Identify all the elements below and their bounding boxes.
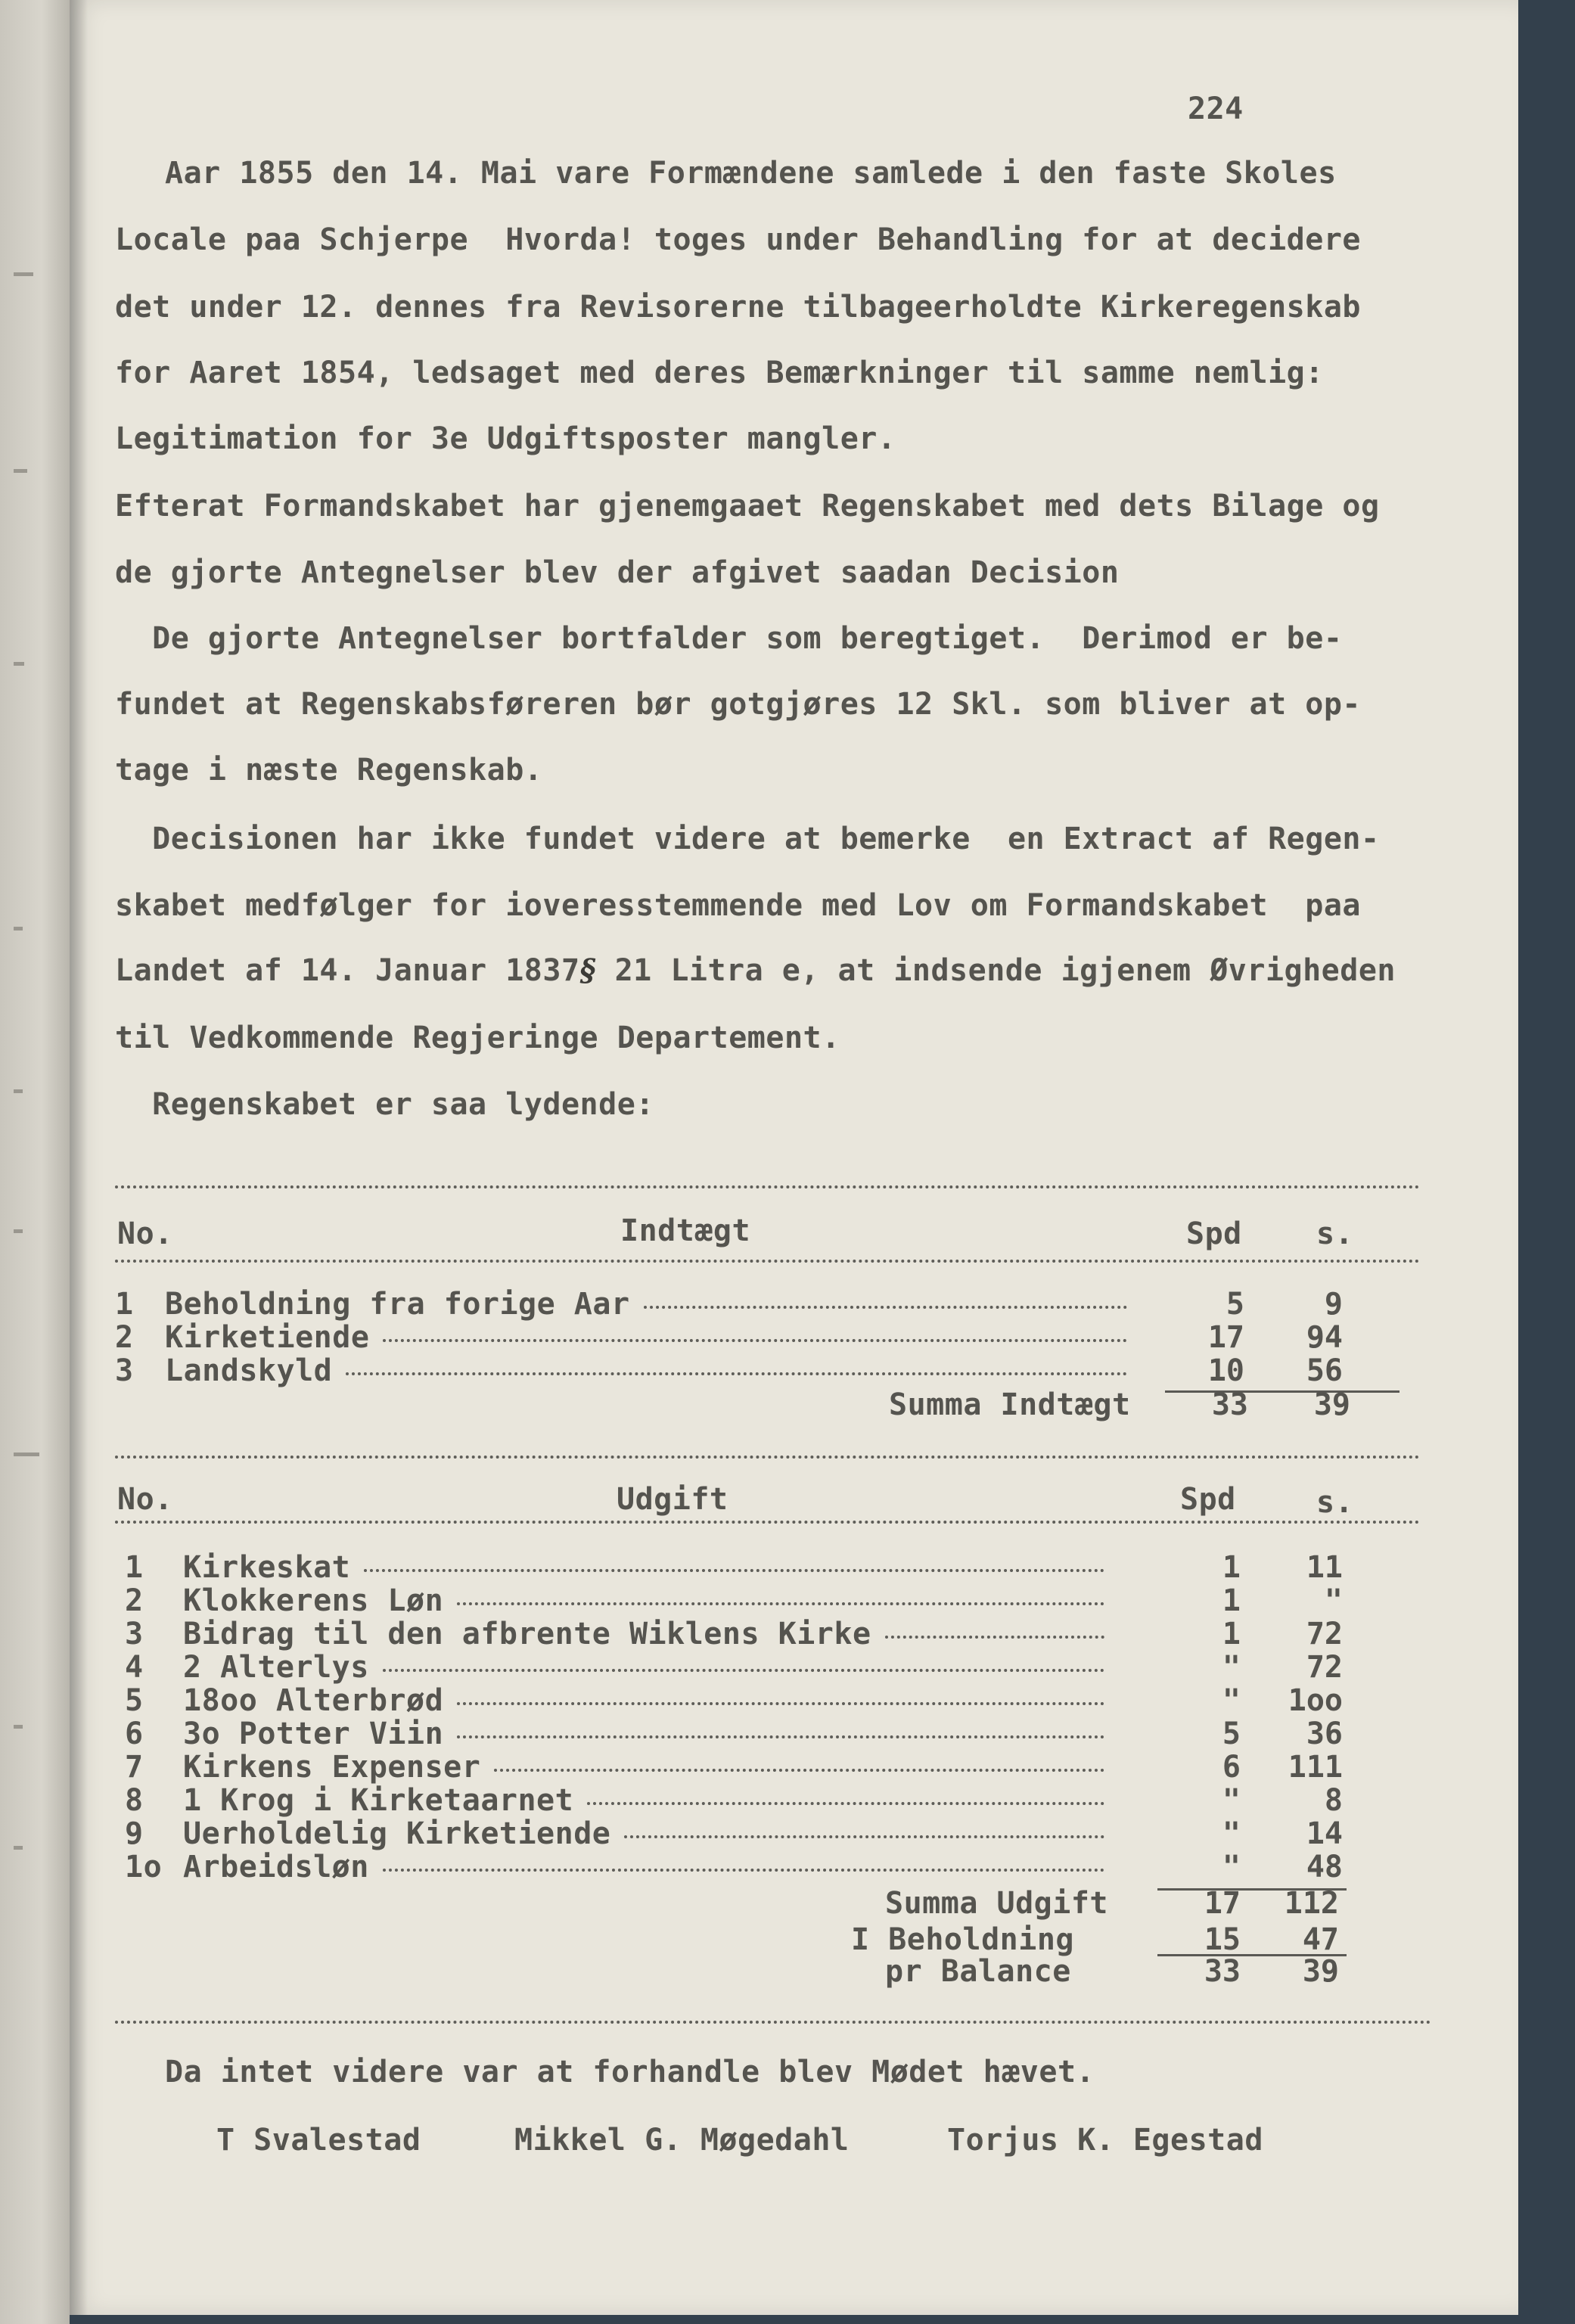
row-label: 3o Potter Viin	[183, 1717, 444, 1751]
ink-mark	[14, 272, 33, 276]
table-rule	[115, 1185, 1420, 1188]
paragraph-sign: §	[579, 952, 596, 988]
table-rule	[115, 2021, 1431, 2024]
ink-mark	[14, 662, 24, 666]
row-label: Uerholdelig Kirketiende	[183, 1816, 611, 1851]
signature: T Svalestad	[216, 2123, 421, 2158]
row-spd: 5	[1222, 1717, 1241, 1751]
row-label: Landskyld	[165, 1353, 333, 1388]
dot-leader	[644, 1306, 1127, 1309]
body-line: Legitimation for 3e Udgiftsposter mangler.	[115, 421, 896, 456]
expense-summa-s: 112	[1284, 1886, 1339, 1921]
row-number: 2	[115, 1320, 134, 1355]
row-label: 2 Alterlys	[183, 1650, 369, 1685]
row-label: Arbeidsløn	[183, 1850, 369, 1884]
expense-summa-spd: 17	[1204, 1886, 1241, 1921]
row-number: 4	[125, 1650, 144, 1685]
page-gutter-shadow	[70, 0, 88, 2315]
row-s: 56	[1306, 1353, 1343, 1388]
row-number: 3	[125, 1617, 144, 1651]
row-label: 18oo Alterbrød	[183, 1683, 444, 1718]
row-label: 1 Krog i Kirketaarnet	[183, 1783, 574, 1818]
income-total-spd: 33	[1211, 1387, 1248, 1422]
row-spd: "	[1222, 1850, 1241, 1884]
ink-mark	[14, 1229, 23, 1233]
body-line-part: Landet af 14. Januar 1837	[115, 953, 580, 988]
body-line: De gjorte Antegnelser bortfalder som beregtiget. Derimod er be-	[115, 621, 1343, 656]
row-s: 111	[1288, 1750, 1343, 1785]
row-spd: 6	[1222, 1750, 1241, 1785]
row-number: 1o	[125, 1850, 163, 1884]
row-s: 1oo	[1288, 1683, 1343, 1718]
expense-spd-header: Spd	[1180, 1482, 1236, 1517]
expense-balance-label: pr Balance	[885, 1954, 1071, 1989]
dot-leader	[383, 1869, 1104, 1872]
row-s: 8	[1324, 1783, 1343, 1818]
body-line: Efterat Formandskabet har gjenemgaaet Regenskabet med dets Bilage og	[115, 489, 1380, 524]
body-line: for Aaret 1854, ledsaget med deres Bemærkninger til samme nemlig:	[115, 356, 1324, 390]
income-total-s: 39	[1313, 1387, 1350, 1422]
income-spd-header: Spd	[1186, 1216, 1242, 1251]
body-line: de gjorte Antegnelser blev der afgivet saadan Decision	[115, 555, 1120, 590]
body-line	[115, 952, 1396, 989]
row-label: Bidrag til den afbrente Wiklens Kirke	[183, 1617, 871, 1651]
row-spd: "	[1222, 1783, 1241, 1818]
dot-leader	[587, 1802, 1104, 1805]
row-s: 36	[1306, 1717, 1343, 1751]
dot-leader	[364, 1569, 1104, 1572]
body-line: skabet medfølger for ioveresstemmende med Lov om Formandskabet paa	[115, 888, 1361, 923]
closing-line: Da intet videre var at forhandle blev Mødet hævet.	[165, 2055, 1095, 2089]
income-s-header: s.	[1316, 1216, 1354, 1251]
body-line: Locale paa Schjerpe Hvorda! toges under Behandling for at decidere	[115, 222, 1361, 257]
ink-mark	[14, 1846, 23, 1850]
row-spd: 1	[1222, 1583, 1241, 1618]
body-line: tage i næste Regenskab.	[115, 753, 543, 788]
row-number: 3	[115, 1353, 134, 1388]
row-spd: 1	[1222, 1617, 1241, 1651]
ink-mark	[14, 469, 27, 473]
row-spd: "	[1222, 1816, 1241, 1851]
row-s: 48	[1306, 1850, 1343, 1884]
signature: Torjus K. Egestad	[947, 2123, 1263, 2158]
dot-leader	[346, 1372, 1127, 1375]
dot-leader	[383, 1339, 1127, 1342]
row-label: Beholdning fra forige Aar	[165, 1287, 630, 1322]
row-spd: 5	[1226, 1287, 1244, 1322]
row-s: 72	[1306, 1650, 1343, 1685]
table-rule	[115, 1521, 1420, 1524]
ink-mark	[14, 1725, 23, 1729]
dot-leader	[457, 1735, 1104, 1738]
row-label: Klokkerens Løn	[183, 1583, 444, 1618]
body-line: Regenskabet er saa lydende:	[115, 1087, 654, 1122]
dot-leader	[494, 1769, 1104, 1772]
dot-leader	[457, 1702, 1104, 1705]
body-line-part: 21 Litra e, at indsende igjenem Øvrigheden	[595, 953, 1396, 988]
row-number: 6	[125, 1717, 144, 1751]
row-s: 14	[1306, 1816, 1343, 1851]
row-number: 1	[125, 1550, 144, 1585]
row-number: 9	[125, 1816, 144, 1851]
ink-mark	[14, 1452, 39, 1456]
row-spd: 17	[1207, 1320, 1244, 1355]
row-spd: "	[1222, 1683, 1241, 1718]
row-number: 7	[125, 1750, 144, 1785]
income-title: Indtægt	[620, 1213, 751, 1248]
ink-mark	[14, 1089, 23, 1093]
row-label: Kirkens Expenser	[183, 1750, 481, 1785]
row-s: "	[1324, 1583, 1343, 1618]
row-spd: "	[1222, 1650, 1241, 1685]
signature: Mikkel G. Møgedahl	[514, 2123, 850, 2158]
row-number: 1	[115, 1287, 134, 1322]
expense-beholdning-s: 47	[1302, 1922, 1339, 1957]
income-total-label: Summa Indtægt	[889, 1387, 1131, 1422]
expense-no-header: No.	[117, 1482, 173, 1517]
row-s: 11	[1306, 1550, 1343, 1585]
body-line: fundet at Regenskabsføreren bør gotgjøres 12 Skl. som bliver at op-	[115, 687, 1361, 722]
income-no-header: No.	[117, 1216, 173, 1251]
row-label: Kirkeskat	[183, 1550, 351, 1585]
ink-mark	[14, 927, 23, 931]
row-spd: 10	[1207, 1353, 1244, 1388]
expense-s-header: s.	[1316, 1485, 1354, 1520]
row-label: Kirketiende	[165, 1320, 370, 1355]
dot-leader	[457, 1602, 1104, 1605]
body-line: det under 12. dennes fra Revisorerne tilbageerholdte Kirkeregenskab	[115, 290, 1361, 325]
expense-balance-s: 39	[1302, 1954, 1339, 1989]
previous-page-edge	[0, 0, 70, 2324]
expense-title: Udgift	[617, 1482, 728, 1517]
dot-leader	[885, 1636, 1104, 1639]
row-number: 2	[125, 1583, 144, 1618]
table-rule	[115, 1456, 1420, 1459]
row-s: 9	[1324, 1287, 1343, 1322]
row-number: 8	[125, 1783, 144, 1818]
body-line: til Vedkommende Regjeringe Departement.	[115, 1021, 840, 1055]
page-number: 224	[1188, 92, 1244, 126]
expense-balance-spd: 33	[1204, 1954, 1241, 1989]
row-s: 72	[1306, 1617, 1343, 1651]
row-spd: 1	[1222, 1550, 1241, 1585]
row-number: 5	[125, 1683, 144, 1718]
dot-leader	[624, 1835, 1104, 1838]
table-rule	[115, 1260, 1420, 1263]
expense-summa-label: Summa Udgift	[885, 1886, 1108, 1921]
expense-beholdning-label: I Beholdning	[851, 1922, 1074, 1957]
row-s: 94	[1306, 1320, 1343, 1355]
expense-beholdning-spd: 15	[1204, 1922, 1241, 1957]
body-line: Aar 1855 den 14. Mai vare Formændene samlede i den faste Skoles	[165, 156, 1337, 191]
dot-leader	[383, 1669, 1104, 1672]
body-line: Decisionen har ikke fundet videre at bemerke en Extract af Regen-	[115, 822, 1380, 856]
